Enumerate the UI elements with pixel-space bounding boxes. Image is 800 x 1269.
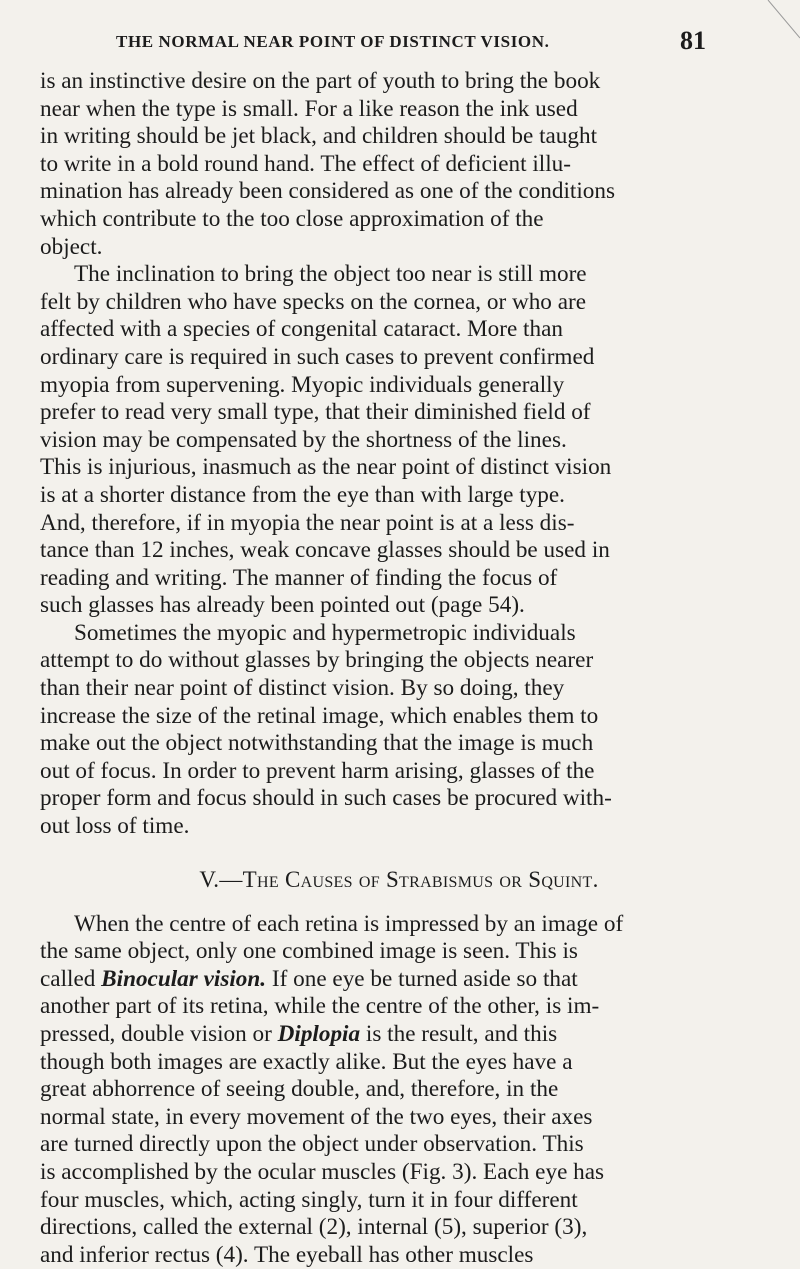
text-line: such glasses has already been pointed out (page 54). (40, 592, 525, 619)
text-line: make out the object notwithstanding that the image is much (40, 730, 594, 757)
spacer (40, 841, 758, 865)
section-heading (40, 865, 758, 895)
running-title: THE NORMAL NEAR POINT OF DISTINCT VISION. (116, 32, 550, 51)
text-line: four muscles, which, acting singly, turn it in four different (40, 1186, 578, 1213)
text-line: myopia from supervening. Myopic individuals generally (40, 371, 565, 398)
text-line: to write in a bold round hand. The effect of deficient illu- (40, 150, 572, 177)
text-line: is an instinctive desire on the part of youth to bring the book (40, 68, 601, 94)
text-line: normal state, in every movement of the two eyes, their axes (40, 1103, 593, 1130)
text-line: directions, called the external (2), internal (5), superior (3), (40, 1214, 588, 1241)
body-text (40, 68, 758, 1269)
text-line: felt by children who have specks on the cornea, or who are (40, 288, 586, 315)
text-line: is at a shorter distance from the eye than with large type. (40, 481, 565, 508)
section-dash: — (219, 866, 243, 892)
text-line: great abhorrence of seeing double, and, therefore, in the (40, 1076, 559, 1103)
text-line: affected with a species of congenital cataract. More than (40, 316, 563, 343)
page-number: 81 (680, 26, 706, 55)
text-run: If one eye be turned aside so that (266, 965, 578, 992)
text-run: called (40, 965, 102, 992)
text-line: prefer to read very small type, that their diminished field of (40, 399, 591, 426)
text-line: another part of its retina, while the centre of the other, is im- (40, 993, 600, 1020)
section-number: V. (199, 866, 220, 892)
text-line: than their near point of distinct vision. By so doing, they (40, 675, 565, 702)
text-line: attempt to do without glasses by bringing the objects nearer (40, 647, 594, 674)
text-line: near when the type is small. For a like reason the ink used (40, 95, 578, 122)
page-corner-fold (764, 0, 800, 40)
text-line: The inclination to bring the object too near is still more (74, 261, 587, 288)
text-line: in writing should be jet black, and children should be taught (40, 123, 598, 150)
text-line: mination has already been considered as one of the conditions (40, 178, 616, 205)
text-line: tance than 12 inches, weak concave glasses should be used in (40, 537, 610, 564)
text-line: And, therefore, if in myopia the near point is at a less dis- (40, 509, 575, 536)
spacer (40, 895, 758, 911)
text-line: the same object, only one combined image is seen. This is (40, 938, 578, 965)
text-line: Sometimes the myopic and hypermetropic individuals (74, 619, 576, 646)
text-line: increase the size of the retinal image, which enables them to (40, 702, 599, 729)
text-line: which contribute to the too close approximation of the (40, 205, 544, 232)
text-run: is the result, and this (360, 1021, 558, 1047)
paragraph-2 (40, 261, 758, 620)
text-line: object. (40, 233, 103, 260)
text-line: and inferior rectus (4). The eyeball has other muscles (40, 1241, 534, 1268)
running-header (116, 26, 706, 56)
text-line: are turned directly upon the object under observation. This (40, 1131, 584, 1158)
paragraph-4 (40, 911, 758, 1269)
term-binocular-vision: Binocular vision. (101, 965, 267, 992)
text-line: out loss of time. (40, 813, 190, 840)
text-line: ordinary care is required in such cases to prevent confirmed (40, 343, 595, 370)
paragraph-1 (40, 68, 758, 261)
text-line: vision may be compensated by the shortness of the lines. (40, 426, 567, 453)
text-line: When the centre of each retina is impressed by an image of (74, 910, 624, 937)
text-line: This is injurious, inasmuch as the near point of distinct vision (40, 454, 612, 481)
text-line: reading and writing. The manner of finding the focus of (40, 564, 558, 591)
text-line: out of focus. In order to prevent harm arising, glasses of the (40, 757, 595, 784)
text-line: is accomplished by the ocular muscles (Fig. 3). Each eye has (40, 1158, 605, 1185)
text-line (40, 966, 758, 994)
paragraph-3 (40, 620, 758, 841)
text-run: pressed, double vision or (40, 1021, 278, 1047)
term-diplopia: Diplopia (277, 1021, 361, 1047)
text-line: proper form and focus should in such cases be procured with- (40, 785, 612, 812)
text-line (40, 1021, 758, 1049)
text-line: though both images are exactly alike. But the eyes have a (40, 1048, 573, 1075)
section-title: The Causes of Strabismus or Squint. (242, 866, 599, 892)
